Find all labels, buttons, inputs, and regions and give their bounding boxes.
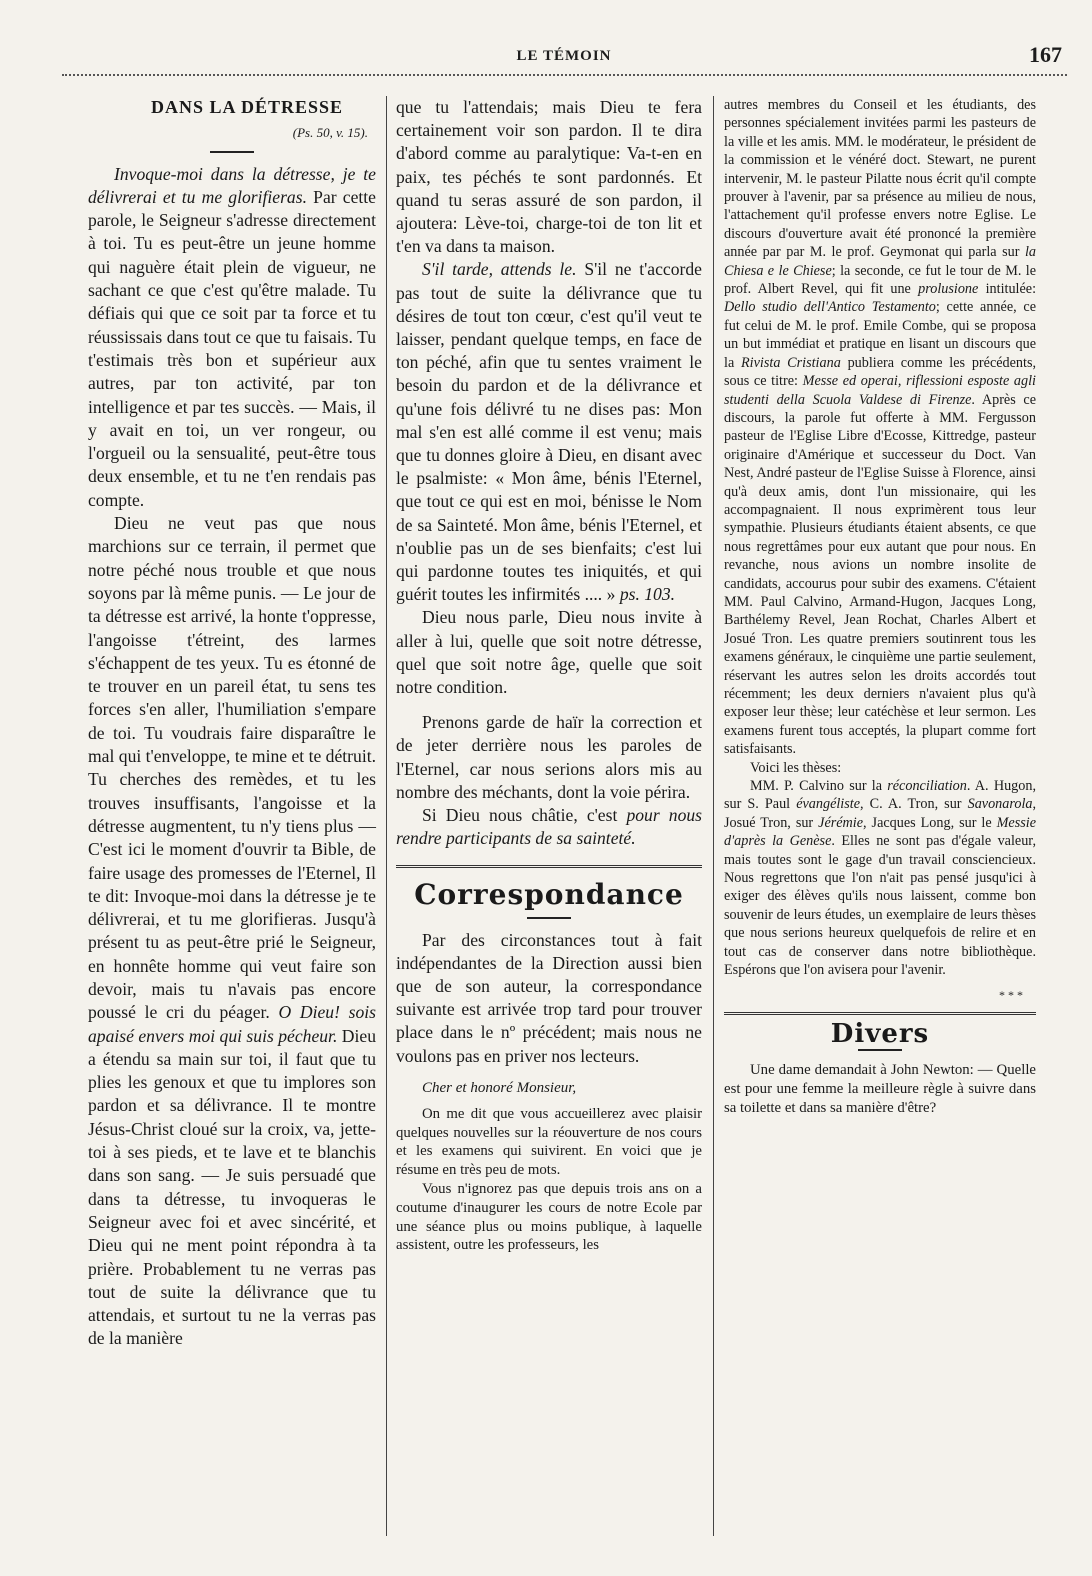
column-2 (396, 96, 702, 1255)
italic-title: Rivista Cristiana (741, 354, 841, 371)
paragraph-text: autres membres du Conseil et les étudiants, des personnes spécialement invitées parmi les pasteurs de la ville et les amis. MM. le modérateur, le président de la commission et le vénéré doct. Stewart, ne purent intervenir, M. le pasteur Pilatte nous écrit qu'il compte prouver à l'avenir, par sa présence au milieu de nous, l'attachement qu'il professe envers notre Eglise. Le discours d'ouverture avait été prononcé la première année par par M. le prof. Geymonat qui parla sur (724, 97, 1036, 261)
letter-paragraph-2: Vous n'ignorez pas que depuis trois ans on a coutume d'inaugurer les cours de notre Ecole par une séance plus ou moins publique, à laquelle assistent, outre les professeurs, les (396, 1180, 702, 1254)
article-title: DANS LA DÉTRESSE (150, 97, 344, 117)
article-paragraph-3 (396, 258, 702, 606)
paragraph-text: ; cette année, ce fut celui de M. le prof. Emile Combe, qui se proposa un but immédiat et pratique en lisant un discours que la (724, 299, 1036, 371)
letter-paragraph-3 (724, 96, 1036, 759)
epigraph-verse: Invoque-moi dans la détresse, je te délivrerai et tu me glorifieras. (88, 163, 376, 207)
column-rule-2 (713, 96, 714, 1536)
paragraph-text: Dieu ne veut pas que nous marchions sur ce terrain, il permet que notre péché nous trouble et que nous soyons par là même punis. — Le jour de ta détresse est arrivé, la honte t'oppresse, l'angoisse t'étreint, des larmes s'échappent de tes yeux. Tu es étonné de te trouver en un pareil état, tu sens tes forces s'en aller, l'humiliation s'empare de toi. Tu voudrais faire disparaître le mal qui t'enveloppe, te mine et te détruit. Tu cherches des remèdes, et tu les trouves insuffisants, l'angoisse et la détresse augmentent, tu n'y tiens plus — C'est ici le moment d'ouvrir ta Bible, de faire usage des promesses de l'Eternel, Il te dit: Invoque-moi dans la détresse je te délivrerai, et tu me glorifieras. Jusqu'à présent tu as peut-être prié le Seigneur, en honnête homme qui veut faire son devoir, mais tu n'avais pas encore poussé le cri du péager. (88, 513, 377, 1023)
article-continuation: que tu l'attendais; mais Dieu te fera certainement voir son pardon. Il te dira d'abord comme au paralytique: Va-t-en en paix, tes péchés te sont pardonnés. Et quand tu seras assuré de son pardon, il ajoutera: Lève-toi, charge-toi de ton lit et t'en va dans ta maison. (396, 97, 702, 257)
paragraph-text: . Elles ne sont pas d'égale valeur, mais toutes sont le gage d'un travail consciencieux. Nous regrettons que l'on n'ait pas pensé jusqu'ici à exiger des élèves qu'ils nous laissent, comme bon souvenir de leurs études, un exemplaire de leurs thèses que nous serions heureux quelquefois de relire et en tout cas de conserver dans notre bibliothèque. Espérons que l'on avisera pour l'avenir. (724, 833, 1037, 979)
article-paragraph-1 (88, 163, 376, 512)
journal-title: LE TÉMOIN (516, 48, 612, 64)
column-1 (88, 96, 376, 1351)
title-dash (210, 151, 254, 153)
italic-title: prolusione (918, 281, 979, 298)
section-stars: *** (999, 987, 1026, 1002)
header-rule (62, 74, 1067, 76)
thesis-title: Savonarola (967, 796, 1033, 813)
paragraph-text: , C. A. Tron, sur (860, 796, 962, 813)
thesis-title: évangéliste (796, 796, 861, 813)
article-paragraph-5: Prenons garde de haïr la correction et de jeter derrière nous les paroles de l'Eternel, car nous serions alors mis au nombre des méchants, dont la voie périra. (396, 712, 702, 802)
thesis-title: Messie d'après la Genèse (724, 814, 1037, 850)
paragraph-text: intitulée: (985, 281, 1037, 298)
paragraph-text: Par cette parole, le Seigneur s'adresse directement à toi. Tu es peut-être un jeune homme qui naguère était plein de vigueur, ne sachant ce que c'est qu'être malade. Tu défiais qui que ce soit par ta force et tu réussissais dans tout ce que tu faisais. Tu t'estimais très bon et supérieur aux autres, par ton activité, par ton intelligence et par tes succès. — Mais, il y avait en toi, un ver rongeur, ou l'orgueil ou la sensualité, peut-être tous deux ensemble, et tu ne t'en rendais pas compte. (88, 186, 376, 510)
publican-prayer: O Dieu! sois apaisé envers moi qui suis pécheur. (88, 1002, 376, 1046)
psalm-reference: ps. 103. (619, 584, 676, 605)
paragraph-text: Si Dieu nous châtie, c'est (422, 805, 618, 826)
title-dash (527, 917, 571, 919)
paragraph-text: , Jacques Long, sur le (863, 814, 992, 831)
article-reference: (Ps. 50, v. 15). (292, 125, 368, 141)
thesis-title: réconciliation (887, 778, 967, 795)
paragraph-text: . A. Hugon, sur S. Paul (724, 778, 1036, 813)
column-rule-1 (386, 96, 387, 1536)
section-rule (724, 1012, 1036, 1015)
article-paragraph-6 (396, 804, 702, 850)
correspondance-intro: Par des circonstances tout à fait indépendantes de la Direction aussi bien que de son auteur, la correspondance suivante est arrivée trop tard pour trouver place dans le nº précédent; mais nous ne voulons pas en priver nos lecteurs. (396, 929, 702, 1066)
italic-phrase: S'il tarde, attends le. (422, 259, 577, 280)
italic-title: la Chiesa e le Chiese (724, 244, 1036, 279)
paragraph-text: , Josué Tron, sur (724, 796, 1037, 831)
paragraph-text: . Après ce discours, la parole fut offerte à MM. Fergusson pasteur de l'Eglise Libre d'Ecosse, Kittredge, pasteur originaire d'Amérique et successeur du Doct. Van Nest, André pasteur de l'Eglise Suisse à Florence, ainsi qu'à deux amis, dont l'un missionaire, qui les accompagnaient. Il nous exprimèrent tous leur sympathie. Plusieurs étudiants étaient absents, ce que nous regrettâmes pour eux autant que pour nous. En revanche, nous avions un nombre insolite de candidats, accourus pour subir des examens. C'étaient MM. Paul Calvino, Armand-Hugon, Jacques Long, Barthélemy Revel, Jean Rochat, Charles Albert et Josué Tron. Les quatre premiers soutinrent tous les examens généraux, le cinquième une partie seulement, réservant les autres selon les droits accordés tout récemment; les deux derniers n'avaient plus qu'à exposer leur thèse; leur catéchèse et leur sermon. Les examens furent tous acceptés, la plupart comme fort satisfaisants. (724, 391, 1036, 758)
paragraph-text: S'il ne t'accorde pas tout de suite la délivrance que tu désires de tout ton cœur, c'est qu'il veut te laisser, pendant quelque temps, en face de ton péché, afin que tu sentes vraiment le besoin du pardon et de la délivrance et qu'une fois délivré tu ne dises pas: Mon mal s'en est allé comme il est venu; mais que tu donnes gloire à Dieu, en disant avec le psalmiste: « Mon âme, bénis l'Eternel, que tout ce qui est en moi, bénisse le Nom de sa Sainteté. Mon âme, bénis l'Eternel, et n'oublie pas un de ses bienfaits; c'est lui qui pardonne toutes tes iniquités, et qui guérit toutes les infirmités .... » (396, 259, 702, 605)
paragraph-text: MM. P. Calvino sur la (750, 778, 883, 795)
article-paragraph-4: Dieu nous parle, Dieu nous invite à aller à lui, quelle que soit notre détresse, quel que soit notre âge, quelle que soit notre condition. (396, 607, 702, 698)
letter-paragraph-5 (724, 777, 1036, 979)
italic-title: Messe ed operai, riflessioni esposte agli studenti della Scuola Valdese di Firenze (724, 373, 1036, 408)
section-rule (396, 865, 702, 868)
title-dash (858, 1049, 902, 1051)
paragraph-text: publiera comme les précédents, sous ce titre: (724, 354, 1037, 390)
divers-paragraph-1: Une dame demandait à John Newton: — Quelle est pour une femme la meilleure règle à suivre dans sa toilette et dans sa manière d'être? (724, 1062, 1036, 1117)
section-title-correspondance: Correspondance (414, 877, 684, 911)
article-paragraph-2 (88, 512, 376, 1351)
letter-paragraph-1: On me dit que vous accueillerez avec plaisir quelques nouvelles sur la réouverture de nos cours et les examens qui suivirent. En voici que je résume en très peu de mots. (396, 1105, 702, 1179)
section-title-divers: Divers (830, 1018, 930, 1049)
paragraph-text: ; la seconde, ce fut le tour de M. le prof. Albert Revel, qui fit une (724, 262, 1036, 298)
italic-title: Dello studio dell'Antico Testamento (724, 299, 936, 316)
running-header (60, 42, 1068, 82)
paragraph-text: Dieu a étendu sa main sur toi, il faut que tu plies les genoux et que tu implores son pardon et sa délivrance. Il te montre Jésus-Christ cloué sur la croix, va, jette-toi à ses pieds, et te lave et te blanchis dans son sang. — Je suis persuadé que dans ta détresse, tu invoqueras le Seigneur avec foi et avec sincérité, et Dieu qui ne ment point répondra à ta prière. Probablement tu ne verras pas tout de suite la délivrance que tu attendais, et surtout tu ne la verras pas de la manière (88, 1025, 376, 1349)
letter-salutation: Cher et honoré Monsieur, (422, 1079, 577, 1096)
italic-phrase: pour nous rendre participants de sa sainteté. (396, 805, 703, 849)
thesis-title: Jérémie (818, 814, 864, 831)
page-number: 167 (1029, 42, 1062, 67)
column-3 (724, 96, 1036, 1118)
letter-paragraph-4: Voici les thèses: (750, 759, 842, 776)
